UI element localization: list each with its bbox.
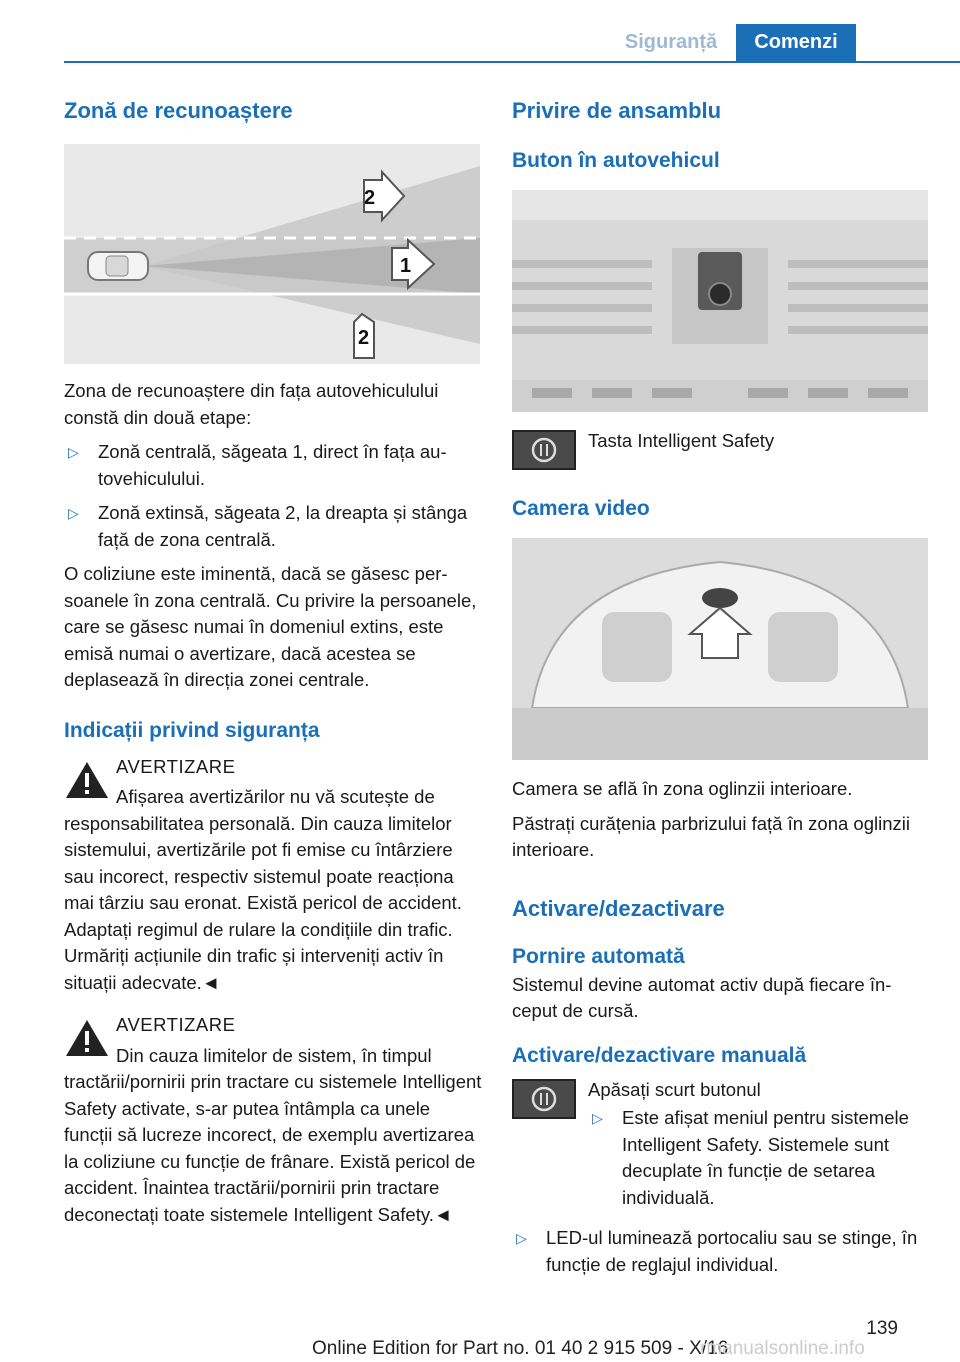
bullet-icon: ▷ (592, 1110, 603, 1126)
header-rule (64, 61, 960, 63)
figure-label-1: 1 (400, 255, 412, 277)
auto-start-text: Sistemul devine automat activ după fiecare început de cursă. (512, 973, 892, 1021)
manual-sublist (588, 1105, 930, 1211)
list-item: ▷ Este afișat meniul pentru sistemele Intelligent Safety. Sistemele sunt decuplate în funcție de setarea individuală. (592, 1107, 909, 1208)
bullet-icon: ▷ (68, 444, 79, 460)
manual-list (512, 1225, 930, 1278)
heading-activation: Activare/dezactivare (512, 895, 725, 921)
warning-1 (64, 754, 482, 997)
manual-row (512, 1077, 930, 1212)
intelligent-safety-button-icon (512, 1079, 576, 1119)
camera-text-1: Camera se află în zona oglinzii interioare. (512, 778, 853, 799)
zone-intro: Zona de recunoaștere din fața autovehiculului constă din două etape: (64, 380, 439, 428)
heading-auto-start: Pornire automată (512, 944, 685, 968)
tab-chapter[interactable]: Comenzi (736, 24, 856, 63)
button-photo (512, 190, 928, 412)
heading-manual: Activare/dezactivare manuală (512, 1043, 807, 1067)
heading-button: Buton în autovehicul (512, 149, 720, 172)
list-item: ▷ LED-ul luminează portocaliu sau se stinge, în funcție de reglajul individual. (516, 1227, 918, 1275)
heading-recognition-zone: Zonă de recunoaștere (64, 98, 293, 123)
heading-safety: Indicații privind siguranța (64, 718, 320, 742)
list-item: ▷ Zonă extinsă, săgeata 2, la dreapta și stânga față de zona centrală. (68, 502, 468, 550)
page-number: 139 (866, 1318, 898, 1339)
watermark: rmanualsonline.info (700, 1338, 865, 1359)
warning-text: Din cauza limitelor de sistem, în timpul tractării/pornirii prin tractare cu sistemele Intelligent Safety activate, s-ar putea întâmpla ca unele funcții să lucreze incorect, de exemplu avertizarea la coliziune cu funcție de frânare. Există pericol de accident. Înaintea tractării/pornirii prin tractare deconectați toate sistemele Intelligent Safety.◄ (64, 1044, 482, 1225)
button-caption: Tasta Intelligent Safety (588, 430, 775, 451)
bullet-icon: ▷ (516, 1230, 527, 1246)
warning-triangle-icon (64, 760, 110, 800)
button-caption-row (512, 428, 930, 472)
figure-label-2-bottom: 2 (358, 327, 370, 349)
bullet-icon: ▷ (68, 505, 79, 521)
warning-text: Afișarea avertizărilor nu vă scutește de responsabilitatea personală. Din cauza limitelor sistemului, avertizările pot fi emise cu întârziere sau incorect, respectiv sistemul poate reacționa mai târziu sau eronat. Există pericol de accident. Adaptați regimul de rulare la condițiile din trafic. Urmăriți acțiunile din trafic și interveniți activ în situații adecvate.◄ (64, 786, 462, 993)
heading-camera: Camera video (512, 497, 650, 520)
warning-title: AVERTIZARE (116, 755, 236, 777)
camera-text-2: Păstrați curățenia parbrizului față în zona oglinzii interioare. (512, 812, 910, 860)
right-column (512, 96, 930, 1278)
warning-2 (64, 1012, 482, 1228)
recognition-zone-figure (64, 144, 480, 364)
heading-overview: Privire de ansamblu (512, 98, 722, 123)
edition-text: Online Edition for Part no. 01 40 2 915 509 - X/16 (312, 1338, 729, 1359)
intelligent-safety-button-icon (512, 430, 576, 470)
figure-label-2-top: 2 (364, 187, 376, 209)
left-column (64, 96, 482, 1228)
zone-text: O coliziune este iminentă, dacă se găsesc persoanele în zona centrală. Cu privire la persoanele, care se găsesc numai în domeniul extins, este emisă numai o avertizare, dacă acestea se deplasează în direcția zonei centrale. (64, 563, 477, 690)
warning-triangle-icon (64, 1018, 110, 1058)
zone-list (64, 439, 482, 553)
car-icon (88, 252, 148, 280)
list-item: ▷ Zonă centrală, săgeata 1, direct în fața autovehiculului. (68, 441, 447, 489)
camera-photo (512, 538, 928, 760)
manual-text: Apăsați scurt butonul (588, 1078, 761, 1100)
warning-title: AVERTIZARE (116, 1014, 236, 1035)
tab-section[interactable]: Siguranță (624, 31, 718, 53)
